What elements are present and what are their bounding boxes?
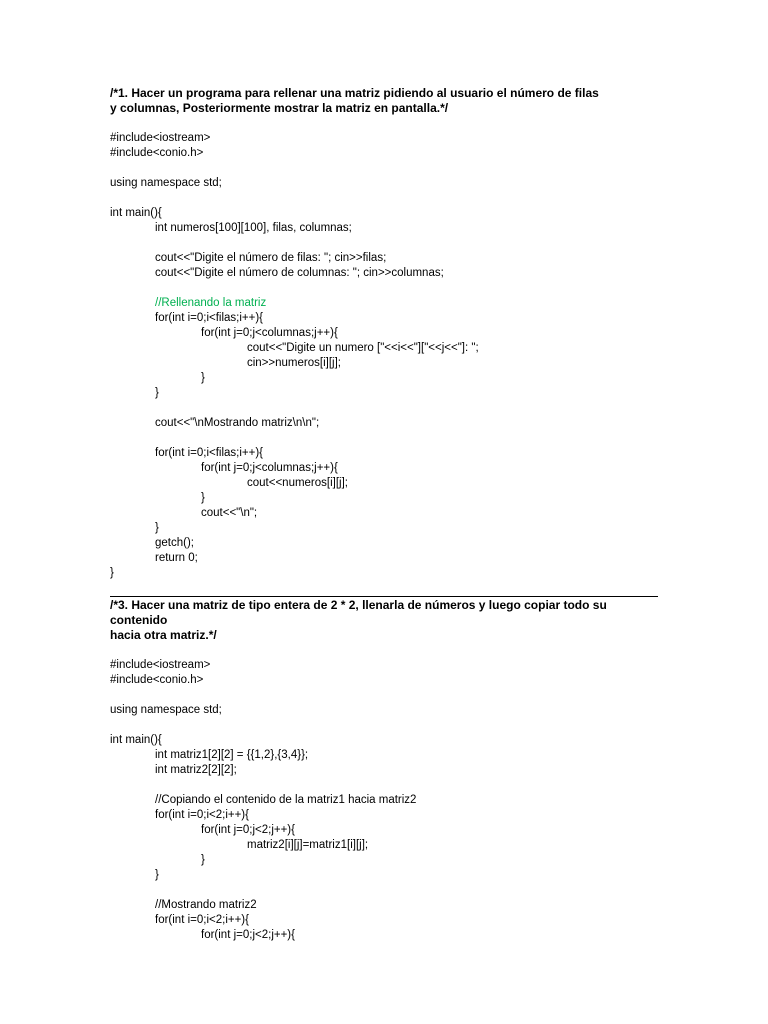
code-line: cout<<"\n"; — [201, 507, 258, 519]
code-line: } — [110, 567, 114, 579]
code-line: } — [201, 492, 205, 504]
code-line: //Copiando el contenido de la matriz1 hacia matriz2 — [155, 794, 417, 806]
blank-line — [110, 778, 658, 793]
code-line: cin>>numeros[i][j]; — [247, 357, 341, 369]
exercise-3-heading-line-1: /*3. Hacer una matriz de tipo entera de 2 * 2, llenarla de números y luego copiar todo su contenido — [110, 598, 607, 627]
code-line: for(int j=0;j<columnas;j++){ — [201, 462, 338, 474]
code-line: cout<<"Digite un numero ["<<i<<"]["<<j<<"]: "; — [247, 342, 479, 354]
exercise-3-heading-line-2: hacia otra matriz.*/ — [110, 628, 217, 642]
section-divider — [110, 596, 658, 597]
code-line: } — [155, 522, 159, 534]
code-line: for(int i=0;i<2;i++){ — [155, 809, 249, 821]
code-line: #include<iostream> — [110, 659, 211, 671]
exercise-1-code — [110, 131, 658, 581]
blank-line — [110, 236, 658, 251]
code-line: for(int i=0;i<filas;i++){ — [155, 312, 264, 324]
exercise-3-code — [110, 658, 658, 943]
code-line: //Mostrando matriz2 — [155, 899, 257, 911]
blank-line — [110, 431, 658, 446]
exercise-3-heading — [110, 598, 658, 643]
code-line: int matriz1[2][2] = {{1,2},{3,4}}; — [155, 749, 309, 761]
blank-line — [110, 191, 658, 206]
blank-line — [110, 401, 658, 416]
code-line: cout<<numeros[i][j]; — [247, 477, 348, 489]
blank-line — [110, 281, 658, 296]
code-line: cout<<"Digite el número de columnas: "; cin>>columnas; — [155, 267, 444, 279]
code-line: } — [201, 854, 205, 866]
code-line: cout<<"Digite el número de filas: "; cin>>filas; — [155, 252, 387, 264]
code-line: #include<conio.h> — [110, 674, 204, 686]
spacer — [110, 116, 658, 131]
exercise-1-heading-line-1: /*1. Hacer un programa para rellenar una matriz pidiendo al usuario el número de filas — [110, 86, 599, 100]
code-line: int matriz2[2][2]; — [155, 764, 237, 776]
blank-line — [110, 883, 658, 898]
exercise-1 — [110, 86, 658, 581]
exercise-3 — [110, 598, 658, 943]
code-line: return 0; — [155, 552, 198, 564]
code-line: getch(); — [155, 537, 194, 549]
code-line: using namespace std; — [110, 177, 222, 189]
blank-line — [110, 718, 658, 733]
code-line: int main(){ — [110, 734, 162, 746]
code-line: for(int j=0;j<columnas;j++){ — [201, 327, 338, 339]
code-line: for(int i=0;i<filas;i++){ — [155, 447, 264, 459]
code-line: //Rellenando la matriz — [155, 297, 267, 309]
exercise-1-heading — [110, 86, 658, 116]
code-line: #include<conio.h> — [110, 147, 204, 159]
code-line: } — [155, 869, 159, 881]
blank-line — [110, 688, 658, 703]
code-line: for(int j=0;j<2;j++){ — [201, 824, 295, 836]
exercise-1-heading-line-2: y columnas, Posteriormente mostrar la matriz en pantalla.*/ — [110, 101, 449, 115]
code-line: int numeros[100][100], filas, columnas; — [155, 222, 352, 234]
code-line: for(int j=0;j<2;j++){ — [201, 929, 295, 941]
spacer — [110, 643, 658, 658]
code-line: } — [201, 372, 205, 384]
code-line: matriz2[i][j]=matriz1[i][j]; — [247, 839, 369, 851]
code-line: #include<iostream> — [110, 132, 211, 144]
blank-line — [110, 161, 658, 176]
code-line: for(int i=0;i<2;i++){ — [155, 914, 249, 926]
code-line: cout<<"\nMostrando matriz\n\n"; — [155, 417, 320, 429]
code-line: int main(){ — [110, 207, 162, 219]
code-line: } — [155, 387, 159, 399]
code-line: using namespace std; — [110, 704, 222, 716]
